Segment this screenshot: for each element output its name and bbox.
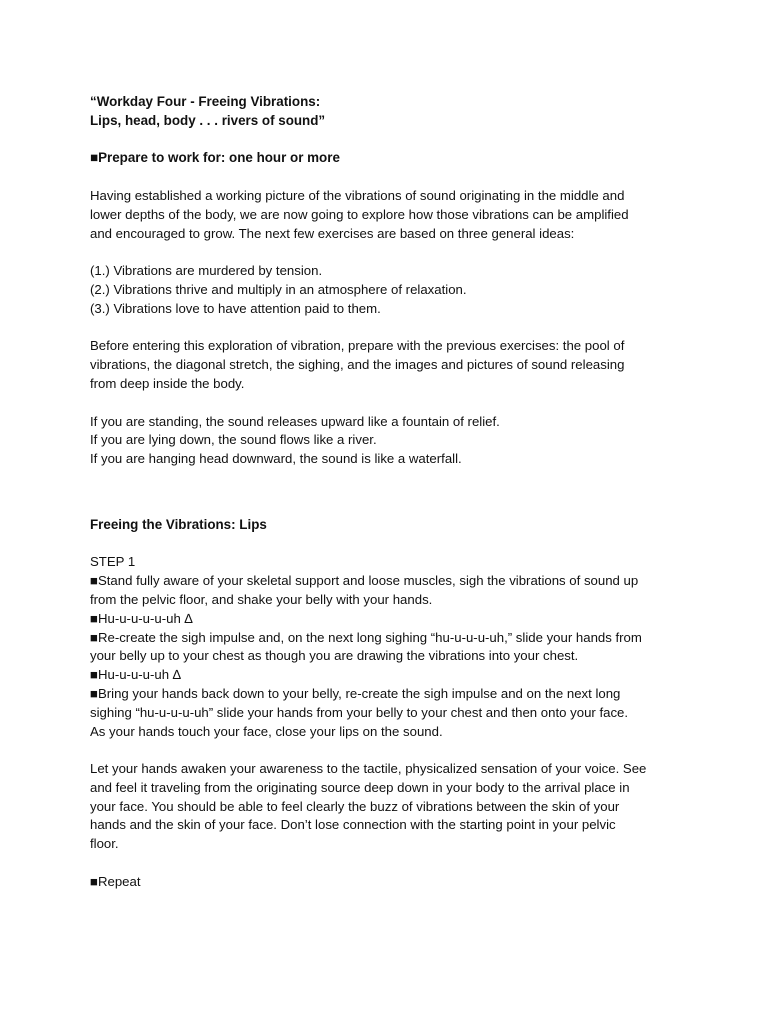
step-line: As your hands touch your face, close your lips on the sound. xyxy=(90,723,443,739)
awareness-paragraph xyxy=(90,760,690,854)
idea-item: (2.) Vibrations thrive and multiply in an atmosphere of relaxation. xyxy=(90,281,467,297)
position-line: If you are hanging head downward, the sound is like a waterfall. xyxy=(90,451,462,467)
position-line: If you are standing, the sound releases upward like a fountain of relief. xyxy=(90,413,500,429)
document-title xyxy=(90,93,690,131)
step-line: ■Hu-u-u-u-uh ∆ xyxy=(90,667,181,683)
before-paragraph xyxy=(90,337,690,393)
awareness-line: Let your hands awaken your awareness to the tactile, physicalized sensation of your voice. See xyxy=(90,761,647,777)
step-line: ■Hu-u-u-u-u-uh ∆ xyxy=(90,610,193,626)
idea-item: (1.) Vibrations are murdered by tension. xyxy=(90,263,323,279)
awareness-line: your face. You should be able to feel clearly the buzz of vibrations between the skin of your xyxy=(90,798,620,814)
ideas-list xyxy=(90,262,690,318)
step-line: sighing “hu-u-u-u-uh” slide your hands from your belly to your chest and then onto your face. xyxy=(90,704,629,720)
awareness-line: and feel it traveling from the originating source deep down in your body to the arrival place in xyxy=(90,779,630,795)
step-line: ■Bring your hands back down to your belly, re-create the sigh impulse and on the next long xyxy=(90,685,621,701)
step-label: STEP 1 xyxy=(90,554,136,570)
intro-paragraph xyxy=(90,187,690,243)
step-line: ■Re-create the sigh impulse and, on the next long sighing “hu-u-u-u-uh,” slide your hands from xyxy=(90,629,642,645)
prepare-heading: ■Prepare to work for: one hour or more xyxy=(90,150,340,166)
intro-line: lower depths of the body, we are now going to explore how those vibrations can be amplified xyxy=(90,206,629,222)
intro-line: and encouraged to grow. The next few exercises are based on three general ideas: xyxy=(90,225,575,241)
title-line-2: Lips, head, body . . . rivers of sound” xyxy=(90,112,326,128)
step-line: ■Stand fully aware of your skeletal support and loose muscles, sigh the vibrations of sound up xyxy=(90,573,639,589)
before-line: Before entering this exploration of vibration, prepare with the previous exercises: the pool of xyxy=(90,338,625,354)
step-line: your belly up to your chest as though you are drawing the vibrations into your chest. xyxy=(90,648,579,664)
awareness-line: floor. xyxy=(90,836,119,852)
position-line: If you are lying down, the sound flows like a river. xyxy=(90,432,377,448)
before-line: from deep inside the body. xyxy=(90,375,245,391)
step-line: from the pelvic floor, and shake your belly with your hands. xyxy=(90,591,433,607)
title-line-1: “Workday Four - Freeing Vibrations: xyxy=(90,94,321,109)
section-heading: Freeing the Vibrations: Lips xyxy=(90,516,267,532)
intro-line: Having established a working picture of the vibrations of sound originating in the middle and xyxy=(90,187,625,203)
before-line: vibrations, the diagonal stretch, the sighing, and the images and pictures of sound releasing xyxy=(90,357,625,373)
step-list xyxy=(90,572,690,741)
repeat-instruction: ■Repeat xyxy=(90,873,141,889)
awareness-line: hands and the skin of your face. Don’t lose connection with the starting point in your pelvic xyxy=(90,817,616,833)
idea-item: (3.) Vibrations love to have attention paid to them. xyxy=(90,300,381,316)
document-page xyxy=(90,93,690,892)
positions-list xyxy=(90,413,690,469)
